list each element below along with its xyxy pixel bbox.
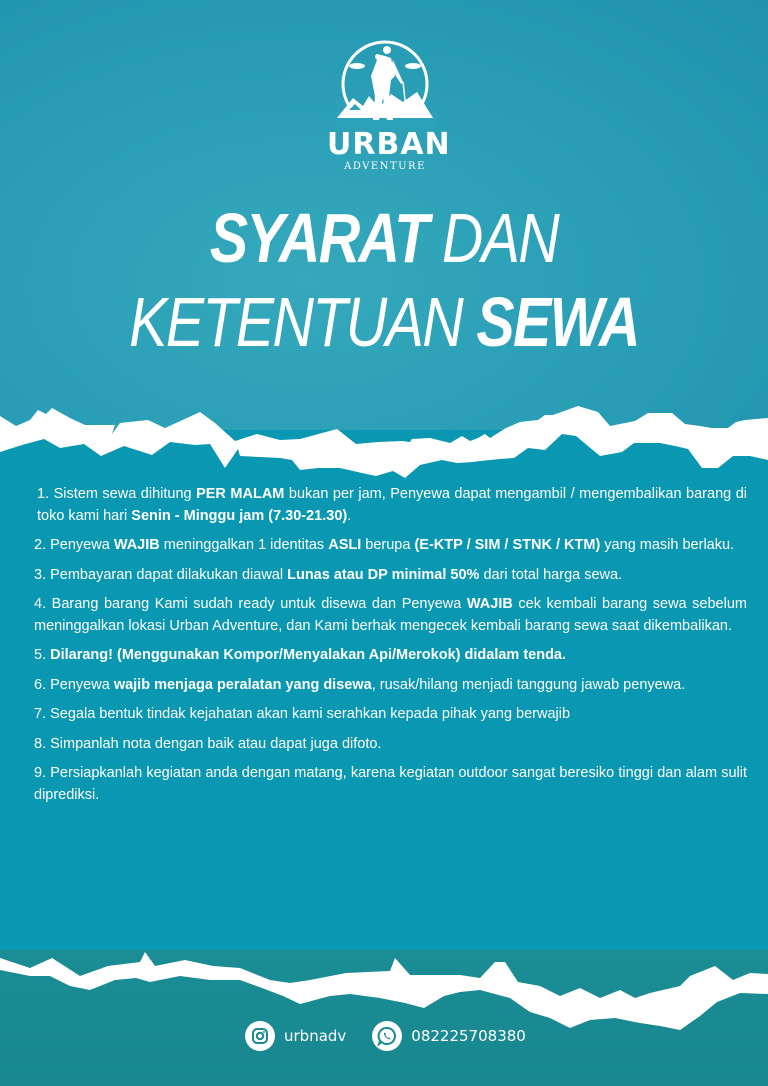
rule-emphasis: WAJIB xyxy=(113,537,160,553)
rule-emphasis: Dilarang! (Menggunakan Kompor/Menyalakan Api/Merokok) didalam tenda. xyxy=(50,647,567,663)
rule-item xyxy=(34,484,747,527)
brand-name: URBAN xyxy=(327,127,451,162)
rule-emphasis: Lunas atau DP minimal 50% xyxy=(287,566,480,583)
rule-item xyxy=(34,565,747,587)
instagram-contact[interactable] xyxy=(245,1021,346,1051)
whatsapp-icon xyxy=(372,1021,402,1051)
rule-emphasis: wajib menjaga peralatan yang disewa xyxy=(113,676,372,693)
rule-item xyxy=(34,535,747,557)
rule-text: 6. Penyewa xyxy=(34,676,114,693)
rule-emphasis: PER MALAM xyxy=(196,486,285,502)
torn-paper-divider-bottom xyxy=(0,938,768,1033)
rule-text: . xyxy=(347,507,352,524)
urban-adventure-logo xyxy=(327,36,451,172)
rule-emphasis: (E-KTP / SIM / STNK / KTM) xyxy=(414,537,601,553)
rule-text: , rusak/hilang menjadi tanggung jawab penyewa. xyxy=(371,676,686,693)
rule-emphasis: Senin - Minggu jam (7.30-21.30) xyxy=(131,507,348,524)
rule-emphasis: WAJIB xyxy=(466,596,513,612)
brand-tagline: ADVENTURE xyxy=(344,161,426,172)
rules-list xyxy=(34,484,747,814)
torn-paper-divider-top xyxy=(0,398,768,493)
title-word-sewa: SEWA xyxy=(476,283,639,361)
rule-text: meninggalkan 1 identitas xyxy=(159,537,329,553)
rule-text: 4. Barang barang Kami sudah ready untuk disewa dan Penyewa xyxy=(34,596,467,612)
contact-bar xyxy=(245,1021,552,1051)
title-word-ketentuan: KETENTUAN xyxy=(129,283,463,361)
rule-item xyxy=(34,734,747,756)
rule-text: berupa xyxy=(361,537,415,553)
rule-emphasis: ASLI xyxy=(328,537,362,553)
rule-item xyxy=(34,675,747,697)
whatsapp-number: 082225708380 xyxy=(411,1027,526,1045)
rule-text: bukan per jam, Penyewa dapat mengambil / mengembalikan barang di toko kami hari xyxy=(37,486,747,524)
rule-text: 9. Persiapkanlah kegiatan anda dengan matang, karena kegiatan outdoor sangat beresiko tinggi dan alam sulit diprediksi. xyxy=(34,765,747,803)
instagram-icon xyxy=(245,1021,275,1051)
rule-text: 3. Pembayaran dapat dilakukan diawal xyxy=(34,566,288,583)
rule-item xyxy=(34,645,747,667)
rule-text: 1. Sistem sewa dihitung xyxy=(37,486,197,502)
rule-text: 7. Segala bentuk tindak kejahatan akan kami serahkan kepada pihak yang berwajib xyxy=(34,706,571,722)
rule-item xyxy=(34,594,747,637)
hiker-mountain-icon xyxy=(333,36,437,128)
rule-item xyxy=(34,763,747,806)
title-word-syarat: SYARAT xyxy=(209,199,428,277)
title-word-dan: DAN xyxy=(441,199,559,277)
rule-text: cek kembali barang sewa sebelum meninggalkan lokasi Urban Adventure, dan Kami berhak mengecek kembali barang sewa saat dikembalikan. xyxy=(34,596,747,634)
rule-text: 2. Penyewa xyxy=(34,537,114,553)
rule-text: 5. xyxy=(34,647,51,663)
rule-item xyxy=(34,704,747,726)
instagram-handle: urbnadv xyxy=(284,1027,347,1045)
page-title xyxy=(69,196,699,364)
rule-text: yang masih berlaku. xyxy=(600,537,735,553)
rule-text: dari total harga sewa. xyxy=(479,566,623,583)
whatsapp-contact[interactable] xyxy=(372,1021,526,1051)
rule-text: 8. Simpanlah nota dengan baik atau dapat juga difoto. xyxy=(34,735,382,752)
